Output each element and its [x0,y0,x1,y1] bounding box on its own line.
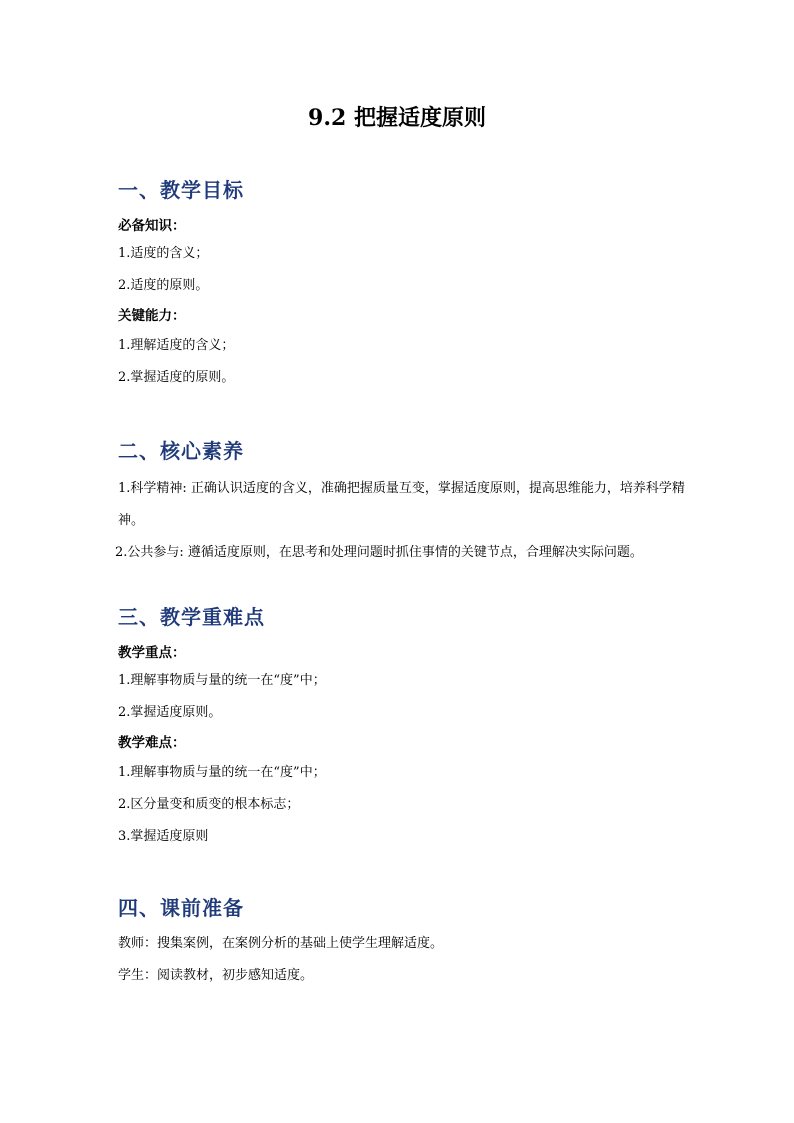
list-item: 2.掌握适度的原则。 [118,370,235,385]
section-teaching-goals [118,176,698,394]
section-heading: 一、教学目标 [118,178,244,202]
list-item: 1.理解事物质与量的统一在“度”中； [118,673,326,688]
list-item: 2.区分量变和质变的根本标志； [118,797,300,812]
list-item: 2.掌握适度原则。 [118,705,222,720]
group-label: 关键能力： [118,308,186,324]
section-heading: 三、教学重难点 [118,605,265,629]
paragraph: 教师：搜集案例，在案例分析的基础上使学生理解适度。 [118,936,444,951]
section-heading: 四、课前准备 [118,896,244,920]
section-core-literacy [115,437,698,569]
list-item: 1.理解适度的含义； [118,338,235,353]
list-item: 2.适度的原则。 [118,278,209,293]
group-label: 教学重点： [118,645,186,661]
paragraph: 学生：阅读教材，初步感知适度。 [118,968,314,983]
list-item: 3.掌握适度原则 [118,829,209,844]
document-title: 9.2 把握适度原则 [308,105,486,131]
group-label: 教学难点： [118,735,186,751]
section-heading: 二、核心素养 [118,439,244,463]
section-key-difficult-points [118,603,698,853]
group-label: 必备知识： [118,218,186,234]
list-item: 1.理解事物质与量的统一在“度”中； [118,765,326,780]
paragraph: 1.科学精神: 正确认识适度的含义，准确把握质量互变，掌握适度原则，提高思维能力，培养科学精神。 [118,481,685,528]
section-preparation [118,894,698,992]
paragraph: 2.公共参与: 遵循适度原则，在思考和处理问题时抓住事情的关键节点，合理解决实际问题。 [115,545,643,560]
list-item: 1.适度的含义； [118,246,209,261]
